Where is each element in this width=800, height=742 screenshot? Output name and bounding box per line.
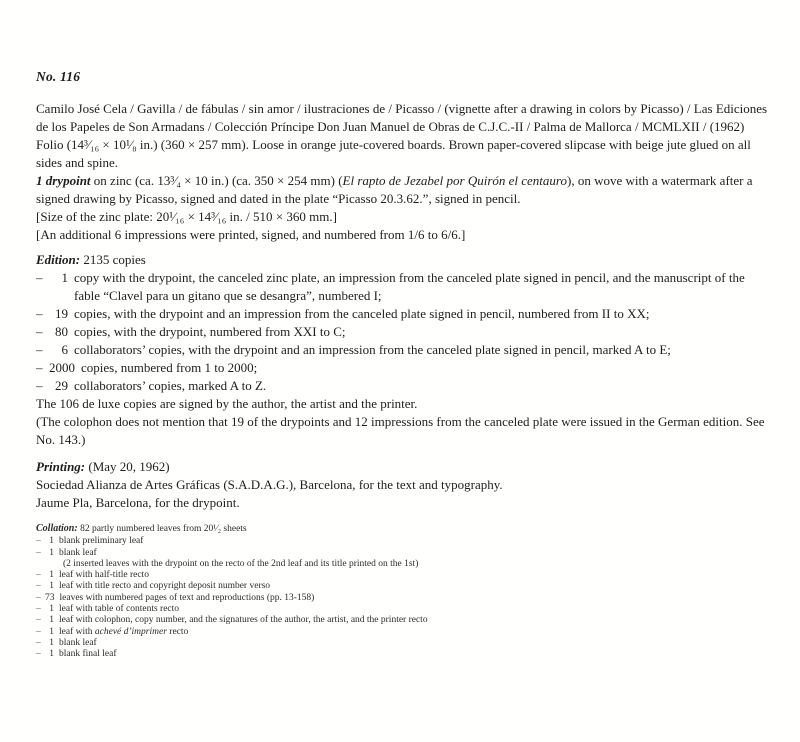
drypoint-text-before: on zinc (ca. 13³⁄₄ × 10 in.) (ca. 350 × 254 mm) ( [90,173,343,188]
edition-item [36,269,773,305]
collation-item [36,548,498,559]
dash-bullet: – [36,637,41,648]
printing-section [36,458,773,512]
drypoint-description [36,172,773,208]
collation-item [36,536,498,547]
collation-item-text: blank final leaf [59,649,117,660]
catalog-entry [36,70,773,661]
collation-inserted-leaves-note: (2 inserted leaves with the drypoint on the recto of the 2nd leaf and its title printed on the 1st) [63,558,419,569]
printing-line-typography: Sociedad Alianza de Artes Gráficas (S.A.D.A.G.), Barcelona, for the text and typography. [36,477,503,492]
printing-date: (May 20, 1962) [85,459,170,474]
acheve-italic: achevé d’imprimer [94,626,167,637]
collation-item-count: 1 [49,637,54,648]
edition-item [36,341,773,359]
dash-bullet: – [36,615,41,626]
collation-item-text: leaf with table of contents recto [59,604,180,615]
edition-item-text: copy with the drypoint, the canceled zinc plate, an impression from the canceled plate signed in pencil, and the manuscript of the fable “Clavel para un gitano que se desangra”, numbered I; [74,270,745,303]
dash-bullet: – [36,378,43,393]
dash-bullet: – [36,547,41,558]
collation-item-acheve [36,627,498,638]
collation-item-count: 1 [49,649,54,660]
edition-item-text: copies, numbered from 1 to 2000; [81,360,258,375]
dash-bullet: – [36,342,43,357]
collation-item-count: 73 [45,592,55,603]
collation-item-count: 1 [49,536,54,547]
edition-item-text: collaborators’ copies, marked A to Z. [74,378,267,393]
collation-item-text: blank leaf [59,547,97,558]
collation-item [36,638,498,649]
collation-item-text: blank preliminary leaf [59,536,144,547]
collation-item-count: 1 [49,604,54,615]
drypoint-work-title: El rapto de Jezabel por Quirón el centauro [342,173,567,188]
edition-item-count: 29 [55,378,68,393]
edition-item-text: collaborators’ copies, with the drypoint and an impression from the canceled plate signed in pencil, marked A to E; [74,342,671,357]
collation-item-count: 1 [49,626,54,637]
collation-item-count: 1 [49,615,54,626]
edition-item [36,377,773,395]
plate-size-note: [Size of the zinc plate: 20¹⁄₁₆ × 14³⁄₁₆ in. / 510 × 360 mm.] [36,209,337,224]
collation-item-text: leaf with title recto and copyright deposit number verso [59,581,271,592]
collation-item [36,649,498,660]
printing-line-drypoint: Jaume Pla, Barcelona, for the drypoint. [36,495,240,510]
edition-item-count: 19 [55,306,68,321]
dash-bullet: – [36,360,43,375]
collation-summary: 82 partly numbered leaves from 20¹⁄₂ sheets [77,524,247,534]
dash-bullet: – [36,581,41,592]
collation-section [36,523,498,661]
dash-bullet: – [36,324,43,339]
printing-label: Printing: [36,459,86,474]
collation-item-count: 1 [49,570,54,581]
dash-bullet: – [36,604,41,615]
title-transcription: Camilo José Cela / Gavilla / de fábulas / sin amor / ilustraciones de / Picasso / (vignette after a drawing in colors by Picasso) / Las Ediciones de los Papeles de Son Armadans / Colección Príncipe Don Juan Manuel de Obras de C.J.C.-II / Palma de Mallorca / MCMLXII / (1962) [36,101,768,134]
collation-item [36,593,498,604]
dash-bullet: – [36,270,43,285]
collation-label: Collation: [36,523,78,534]
entry-number: No. 116 [36,69,81,84]
collation-item [36,581,498,592]
edition-item-count: 2000 [49,360,75,375]
dash-bullet: – [36,306,43,321]
edition-summary: 2135 copies [80,252,146,267]
acheve-text-after: recto [166,626,189,637]
dash-bullet: – [36,649,41,660]
format-description: Folio (14³⁄₁₆ × 10¹⁄₈ in.) (360 × 257 mm). Loose in orange jute-covered boards. Brown paper-covered slipcase with beige jute glued on all sides and spine. [36,137,751,170]
collation-item-text [59,627,498,638]
collation-item-count: 1 [49,547,54,558]
edition-item-text: copies, with the drypoint, numbered from XXI to C; [74,324,346,339]
collation-item [36,570,498,581]
dash-bullet: – [36,626,41,637]
collation-item-count: 1 [49,581,54,592]
edition-item-count: 1 [61,270,68,285]
collation-item [36,604,498,615]
edition-section [36,251,773,449]
dash-bullet: – [36,570,41,581]
edition-item [36,305,773,323]
dash-bullet: – [36,536,41,547]
additional-impressions-note: [An additional 6 impressions were printed, signed, and numbered from 1/6 to 6/6.] [36,227,466,242]
collation-item-text: blank leaf [59,637,97,648]
edition-label: Edition: [36,252,81,267]
acheve-text-before: leaf with [59,626,95,637]
collation-item-text: leaves with numbered pages of text and reproductions (pp. 13-158) [59,592,315,603]
deluxe-note: The 106 de luxe copies are signed by the author, the artist and the printer. [36,396,418,411]
printing-header [36,458,773,476]
edition-item-text: copies, with the drypoint and an impression from the canceled plate signed in pencil, numbered from II to XX; [74,306,650,321]
edition-item [36,359,773,377]
collation-header [36,523,498,535]
collation-item-text: leaf with half-title recto [59,570,149,581]
colophon-note: (The colophon does not mention that 19 of the drypoints and 12 impressions from the canceled plate were issued in the German edition. See No. 143.) [36,414,765,447]
collation-item [36,615,498,626]
edition-header [36,251,773,269]
drypoint-text-after: ), on wove with a watermark after a signed drawing by Picasso, signed and dated in the plate “Picasso 20.3.62.”, signed in pencil. [36,173,753,206]
edition-item [36,323,773,341]
collation-item-text: leaf with colophon, copy number, and the signatures of the author, the artist, and the printer recto [59,615,428,626]
dash-bullet: – [36,592,41,603]
drypoint-lead: 1 drypoint [36,173,91,188]
edition-item-count: 6 [61,342,68,357]
edition-item-count: 80 [55,324,68,339]
